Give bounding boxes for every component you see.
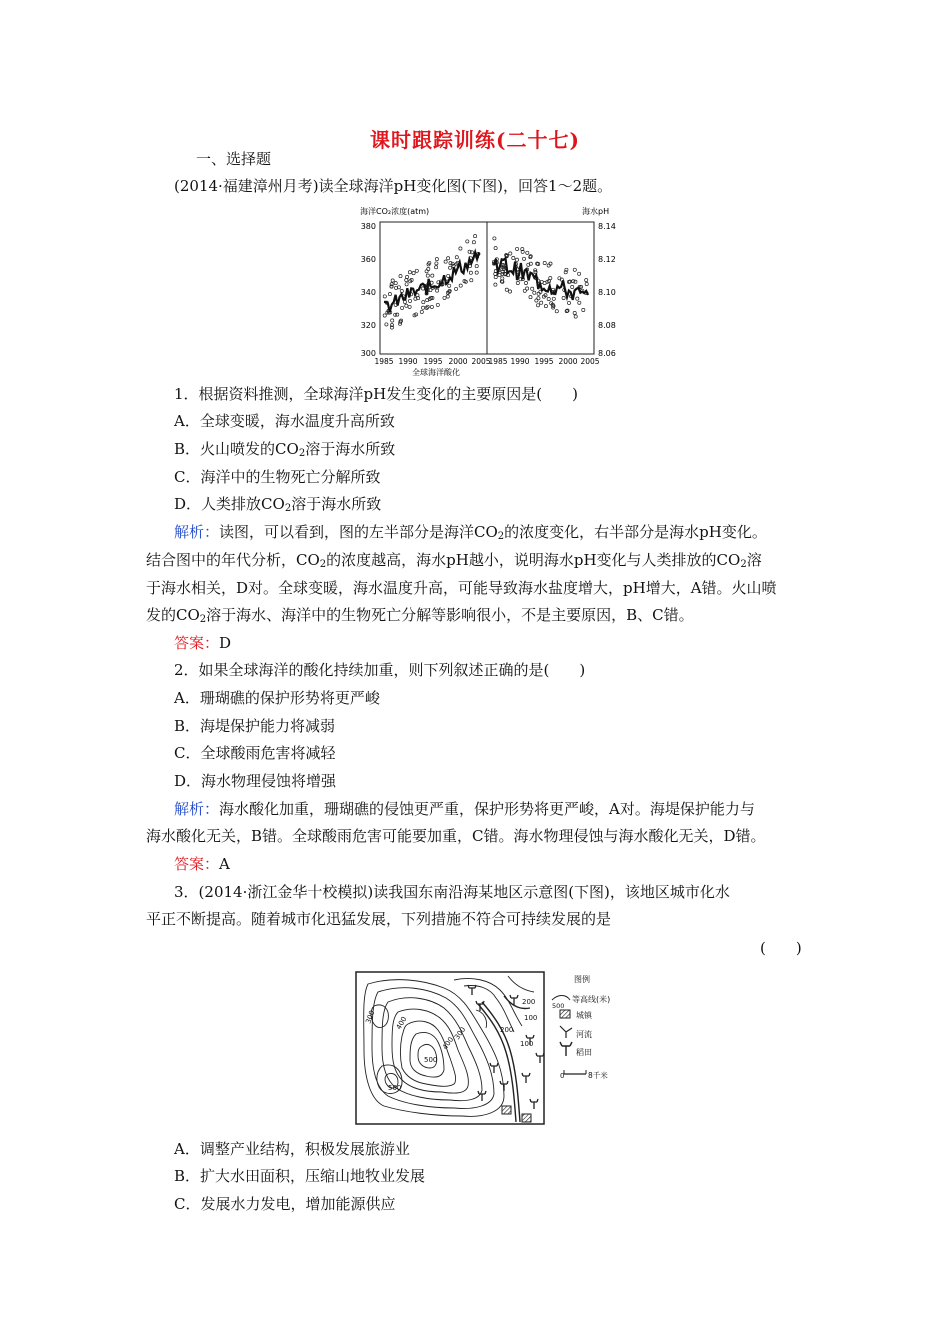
scatter-point: [391, 319, 394, 322]
scatter-point: [540, 301, 543, 304]
scatter-point: [544, 305, 547, 308]
scatter-point: [578, 301, 581, 304]
legend-contour-symbol: [552, 996, 570, 1001]
scatter-point: [455, 287, 458, 290]
x-tick: 1995: [534, 357, 554, 366]
legend-town-symbol: [560, 1010, 570, 1018]
scatter-point: [529, 296, 532, 299]
scatter-point: [459, 247, 462, 250]
scatter-point: [582, 308, 585, 311]
scatter-point: [466, 240, 469, 243]
chart-caption: 全球海洋酸化: [412, 368, 460, 377]
right-axis-ticks: [598, 222, 616, 358]
scatter-point: [390, 285, 393, 288]
right-tick: 8.06: [598, 349, 616, 358]
q2-stem: 2．如果全球海洋的酸化持续加重，则下列叙述正确的是( ): [174, 661, 586, 679]
scatter-point: [405, 304, 408, 307]
scatter-point: [512, 256, 515, 259]
paddy-icon: [560, 1042, 572, 1056]
scatter-point: [405, 279, 408, 282]
q1-analysis-line: 于海水相关，D对。全球变暖，海水温度升高，可能导致海水盐度增大，pH增大，A错。火山喷: [146, 579, 777, 597]
scatter-point: [436, 289, 439, 292]
left-axis-ticks: [361, 222, 376, 358]
left-tick: 300: [360, 349, 376, 358]
q1-analysis-line: 解析：读图，可以看到，图的左半部分是海洋$CO_2$的浓度变化，右半部分是海水pH变化。: [174, 523, 767, 542]
scatter-point: [435, 262, 438, 265]
contour-label: 500: [424, 1056, 438, 1064]
legend-river-label: 河流: [576, 1030, 592, 1039]
q3-option-c: C．发展水力发电，增加能源供应: [174, 1195, 396, 1213]
scale-label: 8千米: [588, 1071, 608, 1080]
scatter-point: [573, 311, 576, 314]
scatter-point: [405, 283, 408, 286]
scatter-point: [403, 300, 406, 303]
contour-label: 100: [524, 1014, 538, 1022]
scatter-point: [505, 288, 508, 291]
contour-map: [354, 966, 630, 1130]
section-heading: 一、选择题: [196, 150, 272, 168]
scatter-point: [427, 267, 430, 270]
contour-label: 100: [520, 1040, 534, 1048]
q1-analysis-line: 结合图中的年代分析，$CO_2$的浓度越高，海水pH越小，说明海水pH变化与人类排放的$CO_2$溶: [146, 551, 762, 570]
scatter-point: [475, 265, 478, 268]
x-tick: 2000: [558, 357, 578, 366]
scatter-point: [444, 260, 447, 263]
scatter-point: [533, 291, 536, 294]
scale-zero: 0: [560, 1072, 565, 1080]
q3-stem: 3．(2014·浙江金华十校模拟)读我国东南沿海某地区示意图(下图)，该地区城市化水: [174, 883, 730, 901]
scatter-point: [516, 247, 519, 250]
q2-option-c: C．全球酸雨危害将减轻: [174, 744, 336, 762]
contour-label: 400: [394, 1015, 409, 1031]
scatter-point: [469, 271, 472, 274]
analysis-label: 解析：: [174, 800, 220, 818]
scatter-point: [574, 280, 577, 283]
scatter-point: [422, 306, 425, 309]
scatter-point: [412, 272, 415, 275]
scatter-point: [474, 235, 477, 238]
left-tick: 320: [360, 321, 376, 330]
q1-answer: 答案：D: [174, 634, 232, 652]
q3-option-a: A．调整产业结构，积极发展旅游业: [174, 1140, 410, 1158]
scatter-point: [578, 272, 581, 275]
contour-label: 500: [388, 1084, 402, 1092]
scatter-point: [449, 266, 452, 269]
scatter-point: [522, 257, 525, 260]
scatter-point: [436, 303, 439, 306]
scatter-point: [576, 297, 579, 300]
scatter-point: [543, 261, 546, 264]
q3-option-b: B．扩大水田面积，压缩山地牧业发展: [174, 1167, 426, 1185]
scatter-point: [494, 247, 497, 250]
scatter-point: [398, 322, 401, 325]
scatter-point: [415, 269, 418, 272]
scatter-point: [383, 314, 386, 317]
x-tick: 2005: [580, 357, 600, 366]
legend-title: 图例: [574, 975, 590, 984]
scatter-point: [523, 289, 526, 292]
scatter-point: [435, 258, 438, 261]
scatter-point: [552, 297, 555, 300]
q3-stem: 平正不断提高。随着城市化迅猛发展，下列措施不符合可持续发展的是: [146, 910, 612, 928]
scatter-point: [388, 293, 391, 296]
q1-option-c: C．海洋中的生物死亡分解所致: [174, 468, 381, 486]
scatter-point: [585, 282, 588, 285]
contour-label: 300: [453, 1025, 468, 1042]
scatter-point: [555, 310, 558, 313]
q1-stem: 1．根据资料推测，全球海洋pH发生变化的主要原因是( ): [174, 385, 578, 403]
town-marker: [502, 1106, 511, 1114]
scatter-point: [494, 283, 497, 286]
legend-river-symbol: [560, 1026, 572, 1038]
scatter-point: [449, 262, 452, 265]
scatter-point: [531, 287, 534, 290]
scatter-point: [420, 310, 423, 313]
q1-option-b: B．火山喷发的$CO_2$溶于海水所致: [174, 440, 396, 459]
scatter-point: [526, 251, 529, 254]
q1-option-a: A．全球变暖，海水温度升高所致: [174, 412, 395, 430]
ocean-acidification-chart: [354, 204, 618, 380]
scatter-point: [430, 305, 433, 308]
scatter-point: [493, 237, 496, 240]
x-tick: 1985: [488, 357, 508, 366]
scatter-point: [567, 301, 570, 304]
scatter-point: [574, 315, 577, 318]
right-tick: 8.14: [598, 222, 616, 231]
scatter-point: [472, 241, 475, 244]
map-frame: [356, 972, 544, 1124]
x-tick: 1985: [374, 357, 394, 366]
scatter-point: [401, 306, 404, 309]
scatter-point: [426, 274, 429, 277]
scatter-point: [408, 271, 411, 274]
scatter-point: [494, 276, 497, 279]
chart-right-axis-label: 海水pH: [582, 207, 610, 216]
left-tick: 360: [360, 255, 376, 264]
x-tick: 1990: [510, 357, 530, 366]
scatter-point: [446, 295, 449, 298]
scatter-point: [448, 284, 451, 287]
q2-option-a: A．珊瑚礁的保护形势将更严峻: [174, 689, 380, 707]
q2-analysis-line: 解析：海水酸化加重，珊瑚礁的侵蚀更严重，保护形势将更严峻，A对。海堤保护能力与: [174, 800, 755, 818]
scatter-point: [385, 323, 388, 326]
scatter-point: [399, 275, 402, 278]
scatter-point: [443, 296, 446, 299]
scatter-point: [396, 313, 399, 316]
scatter-point: [459, 284, 462, 287]
right-tick: 8.08: [598, 321, 616, 330]
x-tick: 1990: [398, 357, 418, 366]
scatter-point: [408, 299, 411, 302]
right-tick: 8.12: [598, 255, 616, 264]
q2-option-b: B．海堤保护能力将减弱: [174, 717, 336, 735]
contour-label: 200: [500, 1026, 514, 1034]
contour-label: 200: [522, 998, 536, 1006]
scatter-point: [516, 281, 519, 284]
co2-trend-line: [384, 252, 479, 312]
scatter-point: [524, 281, 527, 284]
scatter-point: [509, 252, 512, 255]
legend-town-label: 城镇: [576, 1011, 592, 1020]
q2-option-d: D．海水物理侵蚀将增强: [174, 772, 337, 790]
scatter-point: [470, 279, 473, 282]
scatter-point: [391, 279, 394, 282]
town-marker: [522, 1114, 531, 1122]
legend-paddy-label: 稻田: [576, 1048, 592, 1057]
q12-intro: (2014·福建漳州月考)读全球海洋pH变化图(下图)，回答1～2题。: [174, 177, 613, 195]
q2-answer: 答案：A: [174, 855, 230, 873]
scatter-point: [498, 274, 501, 277]
ph-scatter: [492, 237, 588, 318]
scatter-point: [394, 282, 397, 285]
right-tick: 8.10: [598, 288, 616, 297]
left-tick: 380: [360, 222, 376, 231]
q1-analysis-line: 发的$CO_2$溶于海水、海洋中的生物死亡分解等影响很小，不是主要原因，B、C错。: [146, 606, 694, 625]
scatter-point: [422, 301, 425, 304]
scatter-point: [515, 258, 518, 261]
scatter-point: [536, 304, 539, 307]
scatter-point: [406, 275, 409, 278]
q1-option-d: D．人类排放$CO_2$溶于海水所致: [174, 495, 382, 514]
scatter-point: [435, 266, 438, 269]
scatter-point: [408, 305, 411, 308]
co2-scatter: [383, 235, 480, 330]
x-tick: 1995: [423, 357, 443, 366]
chart-left-axis-label: 海洋CO₂浓度(atm): [360, 207, 430, 216]
legend-contour-label: 等高线(米): [572, 995, 611, 1004]
scatter-point: [573, 268, 576, 271]
scatter-point: [547, 264, 550, 267]
scatter-point: [585, 279, 588, 282]
scatter-point: [431, 274, 434, 277]
left-tick: 340: [360, 288, 376, 297]
scatter-point: [547, 297, 550, 300]
page-title: 课时跟踪训练(二十七): [370, 128, 580, 152]
scatter-point: [475, 271, 478, 274]
scatter-point: [455, 256, 458, 259]
legend-contour-value: 500: [552, 1002, 565, 1010]
x-axis-ticks: [374, 357, 599, 366]
scatter-point: [508, 290, 511, 293]
scatter-point: [549, 262, 552, 265]
scatter-point: [571, 285, 574, 288]
contour-label: 300: [364, 1009, 377, 1025]
answer-label: 答案：: [174, 634, 220, 652]
x-tick: 2005: [471, 357, 491, 366]
q2-analysis-line: 海水酸化无关，B错。全球酸雨危害可能要加重，C错。海水物理侵蚀与海水酸化无关，D错。: [146, 827, 766, 845]
answer-label: 答案：: [174, 855, 220, 873]
contour-label: 400: [441, 1035, 456, 1052]
scatter-point: [447, 257, 450, 260]
scatter-point: [537, 297, 540, 300]
scatter-point: [562, 296, 565, 299]
scatter-point: [383, 295, 386, 298]
map-legend: [552, 974, 610, 1080]
x-tick: 2000: [448, 357, 468, 366]
q3-answer-paren: ( ): [760, 939, 802, 957]
analysis-label: 解析：: [174, 523, 220, 541]
